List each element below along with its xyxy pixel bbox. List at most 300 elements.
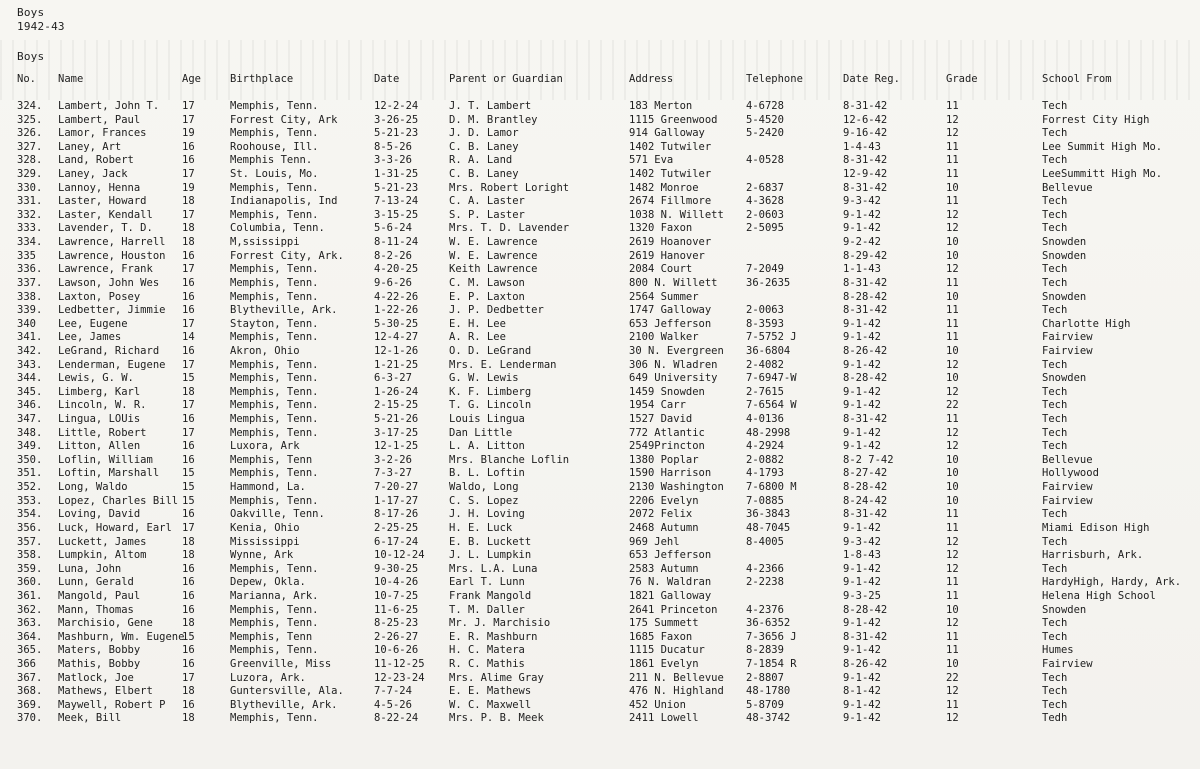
birthplace: Memphis, Tenn. — [230, 372, 319, 385]
parent-guardian: H. C. Matera — [449, 644, 525, 657]
parent-guardian: W. E. Lawrence — [449, 236, 538, 249]
address: 800 N. Willett — [629, 276, 718, 289]
entry-number: 339. — [17, 304, 43, 317]
parent-guardian: Waldo, Long — [449, 481, 519, 494]
date-registered: 9-3-42 — [843, 535, 881, 548]
birthplace: Luxora, Ark — [230, 440, 300, 453]
parent-guardian: H. E. Luck — [449, 521, 513, 534]
entry-number: 334. — [17, 236, 43, 249]
student-name: Luckett, James — [58, 535, 147, 548]
birthplace: Wynne, Ark — [230, 549, 294, 562]
student-name: Laney, Jack — [58, 168, 128, 181]
student-name: Lenderman, Eugene — [58, 358, 166, 371]
parent-guardian: Mrs. L.A. Luna — [449, 562, 538, 575]
birthplace: Kenia, Ohio — [230, 521, 300, 534]
student-age: 18 — [182, 617, 195, 630]
table-row — [0, 522, 1200, 536]
birth-date: 8-11-24 — [374, 236, 419, 249]
birthplace: Memphis, Tenn. — [230, 181, 319, 194]
date-registered: 9-1-42 — [843, 698, 881, 711]
birth-date: 5-21-23 — [374, 127, 419, 140]
telephone: 48-1780 — [746, 685, 791, 698]
school-from: Tech — [1042, 630, 1068, 643]
parent-guardian: Mrs. P. B. Meek — [449, 712, 544, 725]
birth-date: 8-17-26 — [374, 508, 419, 521]
telephone: 4-2924 — [746, 440, 784, 453]
table-row — [0, 331, 1200, 345]
birthplace: Memphis, Tenn. — [230, 358, 319, 371]
student-age: 17 — [182, 671, 195, 684]
address: 1402 Tutwiler — [629, 140, 712, 153]
birth-date: 1-22-26 — [374, 304, 419, 317]
birthplace: Memphis, Tenn. — [230, 331, 319, 344]
address: 2100 Walker — [629, 331, 699, 344]
school-from: Snowden — [1042, 290, 1087, 303]
birthplace: Columbia, Tenn. — [230, 222, 325, 235]
student-name: Lee, James — [58, 331, 122, 344]
birthplace: Memphis, Tenn. — [230, 276, 319, 289]
birthplace: Memphis, Tenn. — [230, 712, 319, 725]
school-from: Fairview — [1042, 331, 1093, 344]
address: 2206 Evelyn — [629, 494, 699, 507]
birth-date: 12-23-24 — [374, 671, 425, 684]
student-name: Mathis, Bobby — [58, 657, 141, 670]
school-from: Miami Edison High — [1042, 521, 1150, 534]
parent-guardian: S. P. Laster — [449, 208, 525, 221]
table-row — [0, 427, 1200, 441]
entry-number: 346. — [17, 399, 43, 412]
table-row — [0, 222, 1200, 236]
table-row — [0, 195, 1200, 209]
table-row — [0, 154, 1200, 168]
entry-number: 340 — [17, 317, 36, 330]
birthplace: Memphis, Tenn. — [230, 562, 319, 575]
student-age: 19 — [182, 181, 195, 194]
birthplace: Memphis, Tenn — [230, 453, 313, 466]
address: 306 N. Wladren — [629, 358, 718, 371]
entry-number: 362. — [17, 603, 43, 616]
address: 1459 Snowden — [629, 385, 705, 398]
birth-date: 4-20-25 — [374, 263, 419, 276]
table-row — [0, 372, 1200, 386]
student-name: Mangold, Paul — [58, 589, 141, 602]
parent-guardian: Earl T. Lunn — [449, 576, 525, 589]
address: 2641 Princeton — [629, 603, 718, 616]
table-row — [0, 576, 1200, 590]
grade: 10 — [946, 372, 959, 385]
student-age: 16 — [182, 440, 195, 453]
student-age: 16 — [182, 698, 195, 711]
telephone: 4-3628 — [746, 195, 784, 208]
birthplace: Memphis, Tenn. — [230, 644, 319, 657]
grade: 11 — [946, 508, 959, 521]
student-age: 15 — [182, 630, 195, 643]
entry-number: 347. — [17, 413, 43, 426]
date-registered: 8-31-42 — [843, 304, 888, 317]
telephone: 8-3593 — [746, 317, 784, 330]
entry-number: 366 — [17, 657, 36, 670]
birthplace: Memphis, Tenn. — [230, 426, 319, 439]
student-age: 17 — [182, 317, 195, 330]
address: 772 Atlantic — [629, 426, 705, 439]
address: 2084 Court — [629, 263, 693, 276]
address: 1685 Faxon — [629, 630, 693, 643]
student-name: Lopez, Charles Bill — [58, 494, 179, 507]
parent-guardian: Mrs. E. Lenderman — [449, 358, 557, 371]
grade: 12 — [946, 617, 959, 630]
address: 30 N. Evergreen — [629, 344, 724, 357]
student-age: 16 — [182, 453, 195, 466]
grade: 12 — [946, 222, 959, 235]
table-row — [0, 413, 1200, 427]
entry-number: 332. — [17, 208, 43, 221]
address: 2130 Washington — [629, 481, 724, 494]
school-from: Tech — [1042, 222, 1068, 235]
grade: 11 — [946, 154, 959, 167]
parent-guardian: J. D. Lamor — [449, 127, 519, 140]
birthplace: Memphis, Tenn. — [230, 617, 319, 630]
birth-date: 1-17-27 — [374, 494, 419, 507]
table-row — [0, 631, 1200, 645]
parent-guardian: W. E. Lawrence — [449, 249, 538, 262]
table-row — [0, 617, 1200, 631]
school-from: Tech — [1042, 358, 1068, 371]
student-age: 18 — [182, 685, 195, 698]
telephone: 4-6728 — [746, 100, 784, 112]
birthplace: Blytheville, Ark. — [230, 698, 338, 711]
birth-date: 11-6-25 — [374, 603, 419, 616]
birth-date: 3-15-25 — [374, 208, 419, 221]
school-from: Tech — [1042, 698, 1068, 711]
birth-date: 12-1-26 — [374, 344, 419, 357]
birth-date: 5-21-23 — [374, 181, 419, 194]
date-registered: 8-31-42 — [843, 100, 888, 112]
address: 1747 Galloway — [629, 304, 712, 317]
telephone: 7-6800 M — [746, 481, 797, 494]
birth-date: 8-25-23 — [374, 617, 419, 630]
parent-guardian: R. C. Mathis — [449, 657, 525, 670]
student-age: 15 — [182, 494, 195, 507]
birthplace: Forrest City, Ark — [230, 113, 338, 126]
entry-number: 328. — [17, 154, 43, 167]
birth-date: 3-3-26 — [374, 154, 412, 167]
student-name: Mashburn, Wm. Eugene — [58, 630, 185, 643]
school-from: Charlotte High — [1042, 317, 1131, 330]
date-registered: 8-26-42 — [843, 344, 888, 357]
parent-guardian: Louis Lingua — [449, 413, 525, 426]
entry-number: 353. — [17, 494, 43, 507]
student-name: Limberg, Karl — [58, 385, 141, 398]
grade: 12 — [946, 535, 959, 548]
student-age: 16 — [182, 276, 195, 289]
telephone: 2-0882 — [746, 453, 784, 466]
bleed-through-texture — [0, 40, 1200, 100]
parent-guardian: C. A. Laster — [449, 195, 525, 208]
parent-guardian: O. D. LeGrand — [449, 344, 532, 357]
table-row — [0, 481, 1200, 495]
entry-number: 324. — [17, 100, 43, 112]
student-name: Lumpkin, Altom — [58, 549, 147, 562]
table-row — [0, 359, 1200, 373]
table-row — [0, 672, 1200, 686]
school-from: Tech — [1042, 263, 1068, 276]
document-year: 1942-43 — [17, 20, 65, 33]
birthplace: Memphis, Tenn. — [230, 263, 319, 276]
parent-guardian: L. A. Litton — [449, 440, 525, 453]
grade: 12 — [946, 263, 959, 276]
student-age: 16 — [182, 344, 195, 357]
student-name: Lavender, T. D. — [58, 222, 153, 235]
date-registered: 9-1-42 — [843, 712, 881, 725]
col-header-name: Name — [58, 73, 84, 85]
student-age: 15 — [182, 467, 195, 480]
student-name: Laxton, Posey — [58, 290, 141, 303]
table-row — [0, 345, 1200, 359]
telephone: 4-0136 — [746, 413, 784, 426]
birth-date: 7-3-27 — [374, 467, 412, 480]
table-row — [0, 658, 1200, 672]
birth-date: 1-21-25 — [374, 358, 419, 371]
telephone: 2-8807 — [746, 671, 784, 684]
col-header-telephone: Telephone — [746, 73, 803, 85]
date-registered: 8-31-42 — [843, 154, 888, 167]
student-age: 17 — [182, 358, 195, 371]
school-from: Tech — [1042, 154, 1068, 167]
address: 2549Princton — [629, 440, 705, 453]
parent-guardian: E. B. Luckett — [449, 535, 532, 548]
telephone: 4-2376 — [746, 603, 784, 616]
birthplace: Memphis, Tenn. — [230, 413, 319, 426]
date-registered: 9-1-42 — [843, 222, 881, 235]
birth-date: 4-5-26 — [374, 698, 412, 711]
grade: 11 — [946, 140, 959, 153]
student-name: Land, Robert — [58, 154, 134, 167]
grade: 11 — [946, 413, 959, 426]
col-header-school-from: School From — [1042, 73, 1112, 85]
student-name: Lawrence, Houston — [58, 249, 166, 262]
address: 969 Jehl — [629, 535, 680, 548]
grade: 10 — [946, 494, 959, 507]
telephone: 2-0063 — [746, 304, 784, 317]
entry-number: 363. — [17, 617, 43, 630]
table-row — [0, 168, 1200, 182]
date-registered: 9-3-25 — [843, 589, 881, 602]
birthplace: Memphis, Tenn. — [230, 399, 319, 412]
date-registered: 8-31-42 — [843, 181, 888, 194]
grade: 10 — [946, 236, 959, 249]
table-row — [0, 304, 1200, 318]
student-age: 18 — [182, 385, 195, 398]
grade: 12 — [946, 426, 959, 439]
student-age: 17 — [182, 263, 195, 276]
birth-date: 6-17-24 — [374, 535, 419, 548]
date-registered: 9-1-42 — [843, 208, 881, 221]
entry-number: 351. — [17, 467, 43, 480]
parent-guardian: E. H. Lee — [449, 317, 506, 330]
school-from: Tech — [1042, 208, 1068, 221]
telephone: 2-4082 — [746, 358, 784, 371]
col-header-date-reg: Date Reg. — [843, 73, 900, 85]
entry-number: 365. — [17, 644, 43, 657]
birth-date: 2-26-27 — [374, 630, 419, 643]
school-from: Tech — [1042, 535, 1068, 548]
address: 914 Galloway — [629, 127, 705, 140]
address: 649 University — [629, 372, 718, 385]
address: 2619 Hanover — [629, 249, 705, 262]
birth-date: 2-25-25 — [374, 521, 419, 534]
address: 2072 Felix — [629, 508, 693, 521]
parent-guardian: W. C. Maxwell — [449, 698, 532, 711]
grade: 11 — [946, 168, 959, 181]
birthplace: Memphis, Tenn — [230, 630, 313, 643]
telephone: 36-2635 — [746, 276, 791, 289]
table-row — [0, 141, 1200, 155]
entry-number: 341. — [17, 331, 43, 344]
school-from: Tech — [1042, 413, 1068, 426]
parent-guardian: G. W. Lewis — [449, 372, 519, 385]
birth-date: 5-30-25 — [374, 317, 419, 330]
grade: 12 — [946, 549, 959, 562]
school-from: Tech — [1042, 195, 1068, 208]
birth-date: 2-15-25 — [374, 399, 419, 412]
address: 211 N. Bellevue — [629, 671, 724, 684]
grade: 12 — [946, 385, 959, 398]
telephone: 36-6804 — [746, 344, 791, 357]
date-registered: 12-9-42 — [843, 168, 888, 181]
parent-guardian: E. P. Laxton — [449, 290, 525, 303]
date-registered: 9-16-42 — [843, 127, 888, 140]
register-table — [0, 100, 1200, 726]
entry-number: 327. — [17, 140, 43, 153]
birthplace: Akron, Ohio — [230, 344, 300, 357]
date-registered: 8-31-42 — [843, 413, 888, 426]
grade: 10 — [946, 344, 959, 357]
entry-number: 359. — [17, 562, 43, 575]
grade: 11 — [946, 521, 959, 534]
date-registered: 9-1-42 — [843, 644, 881, 657]
student-name: Lawrence, Frank — [58, 263, 153, 276]
grade: 11 — [946, 644, 959, 657]
birthplace: Hammond, La. — [230, 481, 306, 494]
school-from: Tech — [1042, 276, 1068, 289]
grade: 12 — [946, 562, 959, 575]
birth-date: 9-6-26 — [374, 276, 412, 289]
birth-date: 12-4-27 — [374, 331, 419, 344]
address: 1527 David — [629, 413, 693, 426]
date-registered: 9-1-42 — [843, 576, 881, 589]
birthplace: Depew, Okla. — [230, 576, 306, 589]
birthplace: Memphis, Tenn. — [230, 603, 319, 616]
entry-number: 329. — [17, 168, 43, 181]
date-registered: 9-1-42 — [843, 358, 881, 371]
entry-number: 333. — [17, 222, 43, 235]
telephone: 2-5095 — [746, 222, 784, 235]
entry-number: 364. — [17, 630, 43, 643]
student-name: Meek, Bill — [58, 712, 122, 725]
entry-number: 343. — [17, 358, 43, 371]
birthplace: Memphis, Tenn. — [230, 385, 319, 398]
address: 1861 Evelyn — [629, 657, 699, 670]
student-age: 17 — [182, 399, 195, 412]
birth-date: 7-7-24 — [374, 685, 412, 698]
student-age: 18 — [182, 712, 195, 725]
birth-date: 1-31-25 — [374, 168, 419, 181]
table-row — [0, 563, 1200, 577]
student-age: 16 — [182, 290, 195, 303]
birthplace: Roohouse, Ill. — [230, 140, 319, 153]
parent-guardian: E. E. Mathews — [449, 685, 532, 698]
date-registered: 8-28-42 — [843, 603, 888, 616]
address: 653 Jefferson — [629, 317, 712, 330]
parent-guardian: R. A. Land — [449, 154, 513, 167]
date-registered: 8-1-42 — [843, 685, 881, 698]
address: 2564 Summer — [629, 290, 699, 303]
date-registered: 9-1-42 — [843, 440, 881, 453]
grade: 11 — [946, 195, 959, 208]
student-age: 17 — [182, 208, 195, 221]
date-registered: 8-24-42 — [843, 494, 888, 507]
school-from: Tech — [1042, 304, 1068, 317]
date-registered: 8-28-42 — [843, 290, 888, 303]
student-age: 16 — [182, 657, 195, 670]
table-row — [0, 644, 1200, 658]
telephone: 2-2238 — [746, 576, 784, 589]
student-name: Luna, John — [58, 562, 122, 575]
telephone: 7-3656 J — [746, 630, 797, 643]
student-age: 18 — [182, 195, 195, 208]
student-age: 16 — [182, 249, 195, 262]
entry-number: 354. — [17, 508, 43, 521]
entry-number: 336. — [17, 263, 43, 276]
table-row — [0, 386, 1200, 400]
student-age: 16 — [182, 603, 195, 616]
table-row — [0, 250, 1200, 264]
student-name: Maters, Bobby — [58, 644, 141, 657]
grade: 11 — [946, 317, 959, 330]
telephone: 5-2420 — [746, 127, 784, 140]
entry-number: 367. — [17, 671, 43, 684]
student-age: 16 — [182, 508, 195, 521]
address: 175 Summett — [629, 617, 699, 630]
table-row — [0, 182, 1200, 196]
address: 2619 Hoanover — [629, 236, 712, 249]
school-from: Tech — [1042, 440, 1068, 453]
school-from: Tech — [1042, 385, 1068, 398]
school-from: Snowden — [1042, 372, 1087, 385]
birth-date: 1-26-24 — [374, 385, 419, 398]
table-row — [0, 114, 1200, 128]
grade: 10 — [946, 467, 959, 480]
school-from: Snowden — [1042, 249, 1087, 262]
parent-guardian: Mrs. Robert Loright — [449, 181, 570, 194]
parent-guardian: J. L. Lumpkin — [449, 549, 532, 562]
grade: 12 — [946, 685, 959, 698]
grade: 11 — [946, 698, 959, 711]
grade: 10 — [946, 657, 959, 670]
grade: 11 — [946, 576, 959, 589]
address: 452 Union — [629, 698, 686, 711]
date-registered: 12-6-42 — [843, 113, 888, 126]
student-age: 19 — [182, 127, 195, 140]
date-registered: 9-1-42 — [843, 617, 881, 630]
birthplace: Marianna, Ark. — [230, 589, 319, 602]
student-age: 16 — [182, 644, 195, 657]
student-age: 16 — [182, 562, 195, 575]
student-name: Matlock, Joe — [58, 671, 134, 684]
entry-number: 350. — [17, 453, 43, 466]
col-header-age: Age — [182, 73, 201, 85]
birthplace: Guntersville, Ala. — [230, 685, 344, 698]
